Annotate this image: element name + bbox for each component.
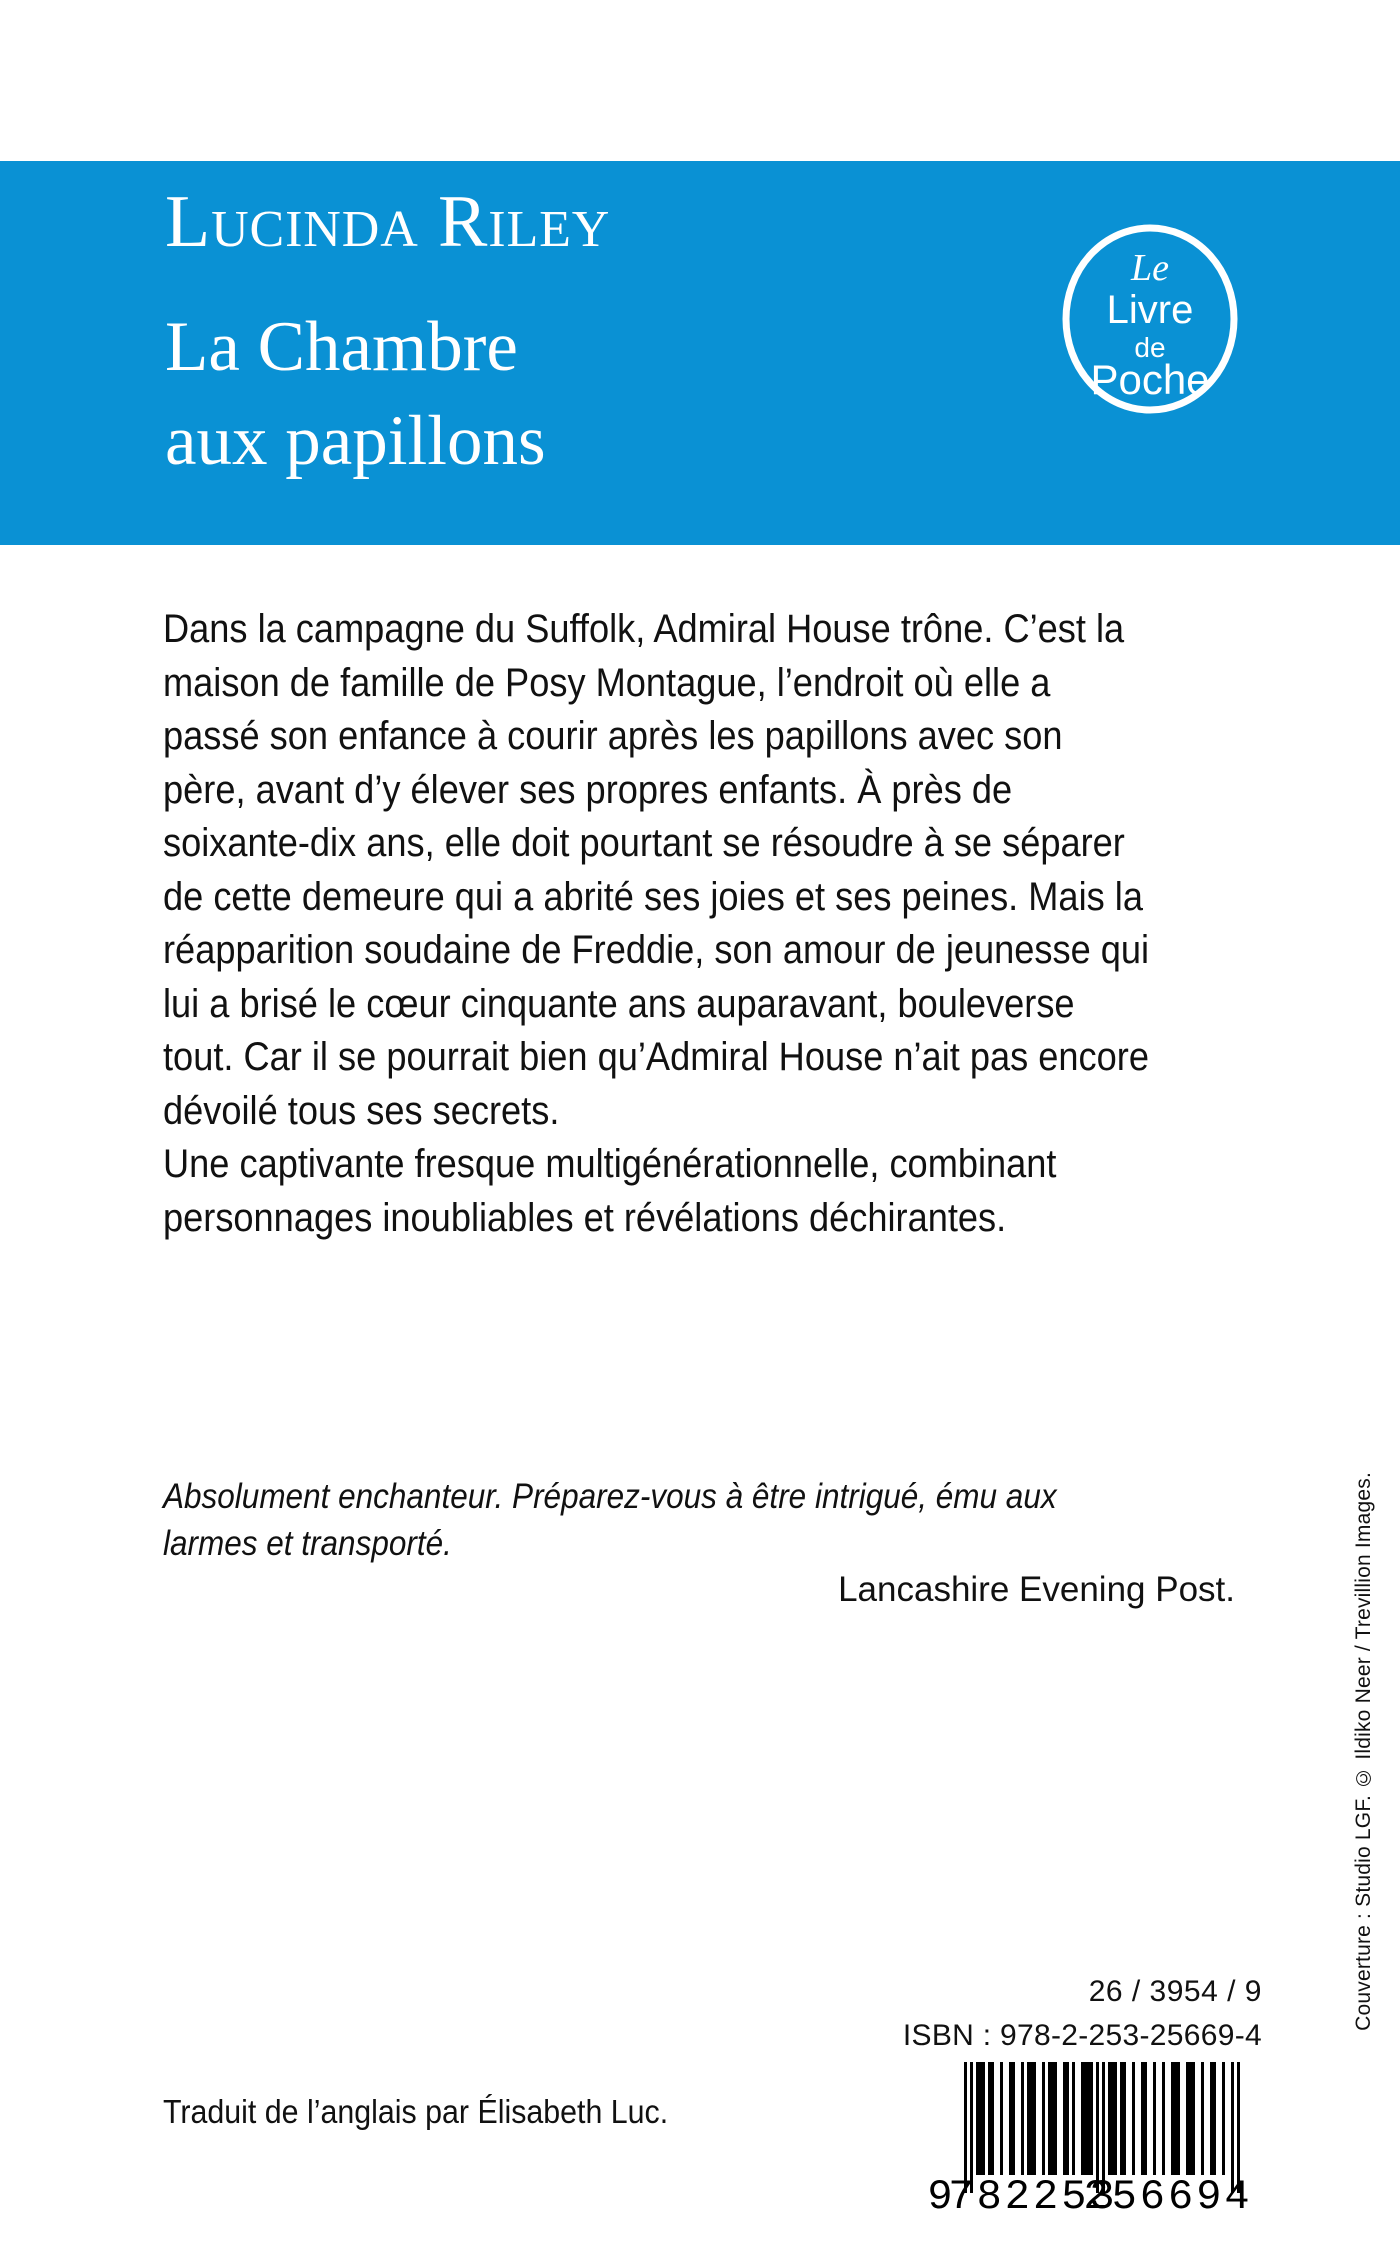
blurb-text xyxy=(163,603,1149,1245)
logo-text-de: de xyxy=(1134,332,1166,363)
logo-text-le: Le xyxy=(1131,247,1169,289)
press-quote-text: Absolument enchanteur. Préparez-vous à être intrigué, ému aux larmes et transporté. xyxy=(163,1477,1057,1563)
author-name: Lucinda Riley xyxy=(165,181,611,263)
book-title-line-1: La Chambre xyxy=(165,308,518,386)
isbn-number: ISBN : 978-2-253-25669-4 xyxy=(902,2019,1262,2052)
livre-de-poche-logo xyxy=(1057,222,1243,416)
barcode-digits-mid: 782253 xyxy=(948,2173,1118,2221)
barcode-digit-left: 9 xyxy=(927,2173,953,2221)
blurb-paragraph-2: Une captivante fresque multigénérationnelle, combinant personnages inoubliables et révélations déchirantes. xyxy=(163,1142,1057,1240)
ean13-barcode xyxy=(920,2058,1260,2228)
translator-credit: Traduit de l’anglais par Élisabeth Luc. xyxy=(163,2093,669,2130)
cover-credit: Couverture : Studio LGF. © Ildiko Neer / Trevillion Images. xyxy=(1352,1472,1375,2031)
book-title xyxy=(165,300,546,488)
logo-text-livre: Livre xyxy=(1106,288,1194,332)
product-code: 26 / 3954 / 9 xyxy=(1088,1975,1262,2008)
blurb-paragraph-1: Dans la campagne du Suffolk, Admiral House trône. C’est la maison de famille de Posy Montague, l’endroit où elle a passé son enfance à courir après les papillons avec son père, avant d’y élever ses propres enfants. À près de soixante-dix ans, elle doit pourtant se résoudre à se séparer de cette demeure qui a abrité ses joies et ses peines. Mais la réapparition soudaine de Freddie, son amour de jeunesse qui lui a brisé le cœur cinquante ans auparavant, bouleverse tout. Car il se pourrait bien qu’Admiral House n’ait pas encore dévoilé tous ses secrets. xyxy=(163,607,1150,1133)
book-title-line-2: aux papillons xyxy=(165,402,546,480)
logo-text-poche: Poche xyxy=(1090,356,1210,403)
press-quote-source: Lancashire Evening Post. xyxy=(838,1570,1235,1609)
barcode-digits-right: 256694 xyxy=(1083,2173,1253,2221)
